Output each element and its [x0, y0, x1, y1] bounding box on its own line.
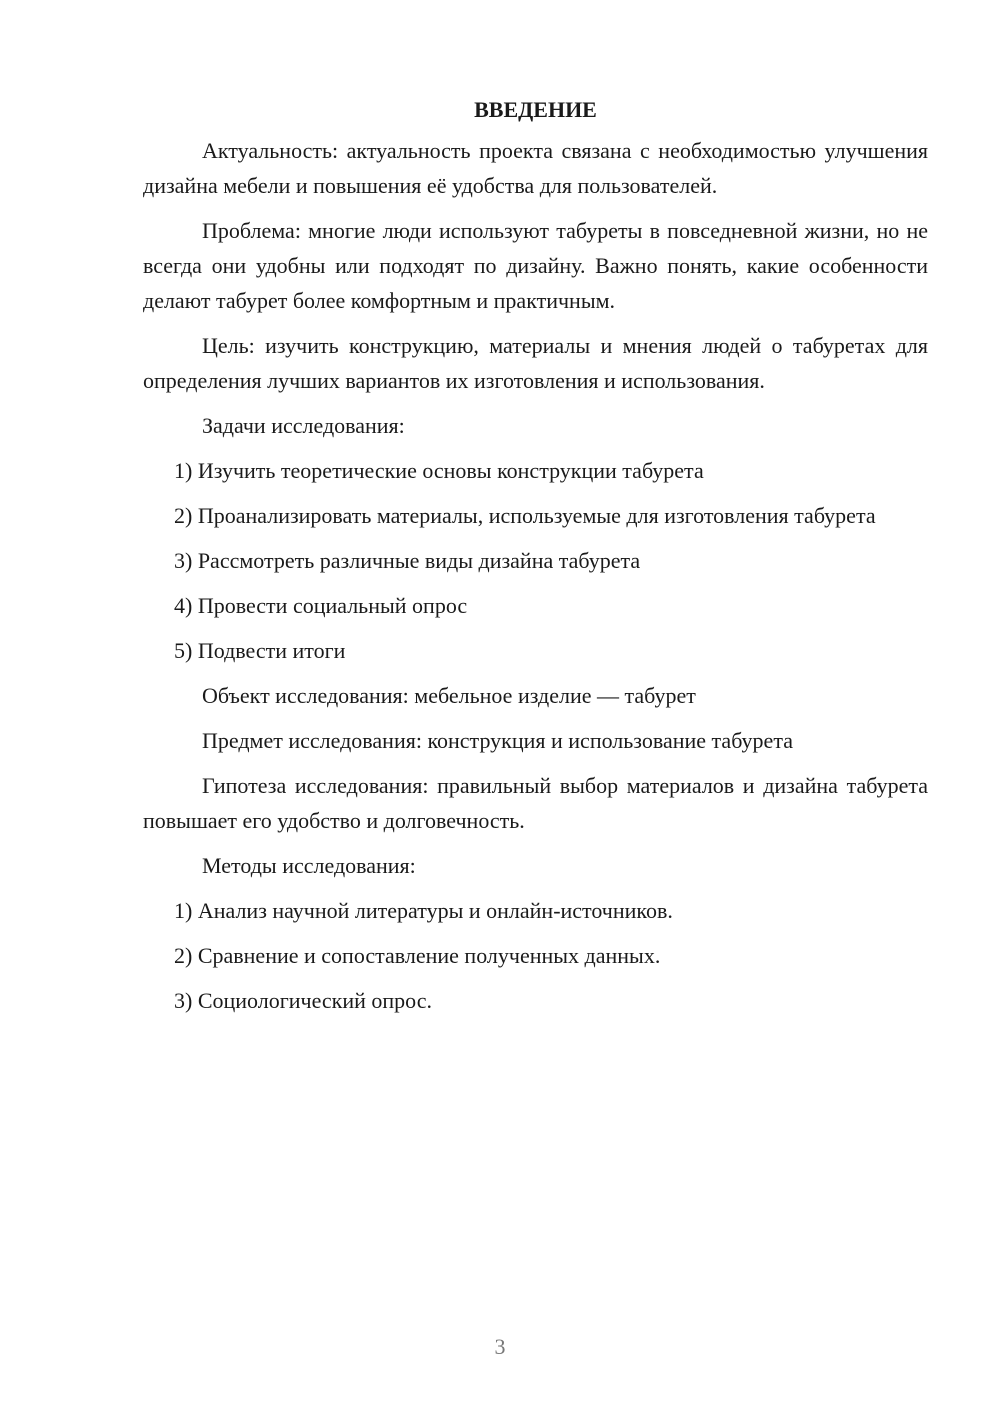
- goal-paragraph: Цель: изучить конструкцию, материалы и мнения людей о табуретах для определения лучших вариантов их изготовления и использования.: [143, 333, 928, 393]
- section-title: ВВЕДЕНИЕ: [474, 97, 597, 122]
- method-item: 2) Сравнение и сопоставление полученных данных.: [174, 943, 661, 968]
- method-item: 3) Социологический опрос.: [174, 988, 432, 1013]
- relevance-paragraph: Актуальность: актуальность проекта связана с необходимостью улучшения дизайна мебели и повышения её удобства для пользователей.: [143, 138, 928, 198]
- task-item: 2) Проанализировать материалы, используемые для изготовления табурета: [174, 503, 876, 528]
- object-paragraph: Объект исследования: мебельное изделие — табурет: [202, 683, 696, 708]
- task-item: 5) Подвести итоги: [174, 638, 346, 663]
- methods-heading: Методы исследования:: [202, 853, 416, 878]
- task-item: 1) Изучить теоретические основы конструкции табурета: [174, 458, 704, 483]
- page-number: 3: [494, 1334, 506, 1359]
- task-item: 3) Рассмотреть различные виды дизайна табурета: [174, 548, 641, 573]
- document-page: [143, 92, 928, 1028]
- problem-paragraph: Проблема: многие люди используют табуреты в повседневной жизни, но не всегда они удобны или подходят по дизайну. Важно понять, какие особенности делают табурет более комфортным и практичным.: [143, 218, 928, 313]
- hypothesis-paragraph: Гипотеза исследования: правильный выбор материалов и дизайна табурета повышает его удобство и долговечность.: [143, 773, 928, 833]
- subject-paragraph: Предмет исследования: конструкция и использование табурета: [202, 728, 793, 753]
- task-item: 4) Провести социальный опрос: [174, 593, 468, 618]
- tasks-heading: Задачи исследования:: [202, 413, 405, 438]
- method-item: 1) Анализ научной литературы и онлайн-источников.: [174, 898, 673, 923]
